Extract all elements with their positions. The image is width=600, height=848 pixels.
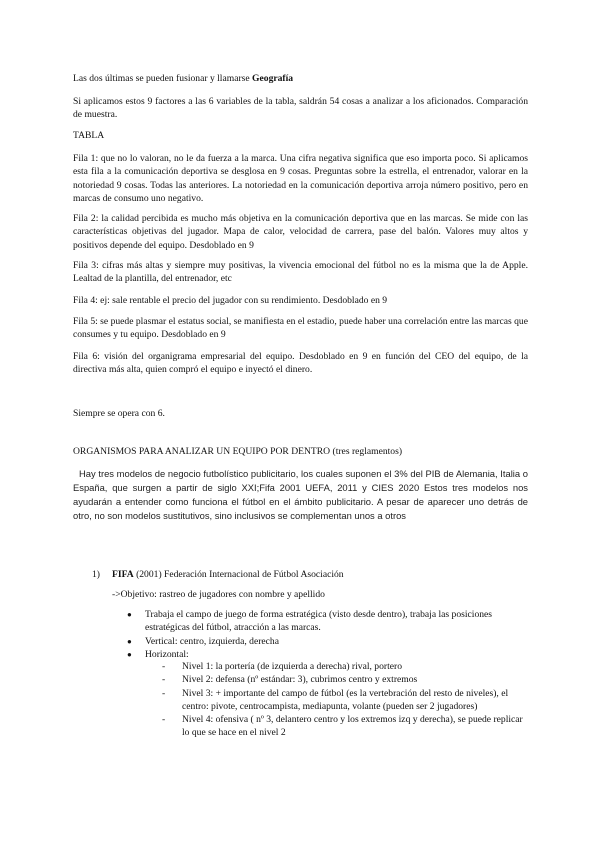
nivel-item (162, 660, 527, 673)
bullet-text: Vertical: centro, izquierda, derecha (145, 635, 279, 647)
dash-marker: - (162, 674, 166, 686)
bullet-icon: ● (127, 636, 132, 646)
fifa-bold: FIFA (112, 569, 134, 580)
siempre-note: Siempre se opera con 6. (73, 408, 165, 419)
bullet-icon: ● (127, 649, 132, 659)
fifa-title (112, 568, 532, 581)
nivel-item (162, 713, 527, 740)
fifa-objetivo: ->Objetivo: rastreo de jugadores con nombre y apellido (112, 589, 325, 600)
fila-1: Fila 1: que no lo valoran, no le da fuerza a la marca. Una cifra negativa significa que eso importa poco. Si aplicamos esta fila a la comunicación deportiva se desglosa en 9 cosas. Preguntas sobre la estrella, el entrenador, valorar en la notoriedad 9 cosas. Todas las anteriores. La notoriedad en la comunicación deportiva arroja número positivo, pero en marcas de consumo uno negativo. (73, 153, 528, 204)
dash-marker: - (162, 661, 166, 672)
fila-3: Fila 3: cifras más altas y siempre muy positivas, la vivencia emocional del fútbol no es la misma que la de Apple. Lealtad de la plantilla, del entrenador, etc (73, 260, 528, 285)
organismos-title: ORGANISMOS PARA ANALIZAR UN EQUIPO POR DENTRO (tres reglamentos) (73, 446, 403, 457)
bullet-item (127, 635, 527, 648)
nivel-item (162, 687, 527, 714)
intro-line-geografia (73, 72, 528, 85)
fila-4: Fila 4: ej: sale rentable el precio del jugador con su rendimiento. Desdoblado en 9 (73, 295, 388, 306)
intro-paragraph: Si aplicamos estos 9 factores a las 6 variables de la tabla, saldrán 54 cosas a analizar a los aficionados. Comparación de muestra. (73, 96, 528, 121)
bullet-text: Horizontal: (145, 648, 189, 660)
tabla-heading: TABLA (73, 130, 105, 141)
organismos-body: Hay tres modelos de negocio futbolístico publicitario, los cuales suponen el 3% del PIB de Alemania, Italia o España, que surgen a partir de siglo XXI;Fifa 2001 UEFA, 2011 y CIES 2020 Estos tres modelos nos ayudarán a entender como funciona el fútbol en el ámbito publicitario. A pesar de aparecer uno detrás de otro, no son modelos sustitutivos, sino inclusivos se complementan unos a otros (73, 468, 528, 521)
nivel-text: Nivel 4: ofensiva ( nº 3, delantero centro y los extremos izq y derecha), se puede replicar lo que se hace en el nivel 2 (182, 714, 523, 739)
nivel-item (162, 673, 527, 686)
geografia-bold: Geografía (252, 73, 294, 84)
nivel-text: Nivel 2: defensa (nº estándar: 3), cubrimos centro y extremos (182, 674, 418, 686)
bullet-text: Trabaja el campo de juego de forma estratégica (visto desde dentro), trabaja las posiciones estratégicas del fútbol, atracción a las marcas. (145, 609, 493, 634)
bullet-icon: ● (127, 610, 132, 619)
niveles-list (162, 660, 527, 740)
dash-marker: - (162, 687, 166, 699)
fila-6: Fila 6: visión del organigrama empresarial del equipo. Desdoblado en 9 en función del CEO del equipo, de la directiva más alta, quien compró el equipo e inyectó el dinero. (73, 351, 528, 376)
list-number: 1) (92, 569, 100, 580)
nivel-text: Nivel 1: la portería (de izquierda a derecha) rival, portero (182, 661, 403, 672)
bullet-item (127, 608, 527, 635)
fifa-title-rest: (2001) Federación Internacional de Fútbol Asociación (133, 569, 344, 580)
nivel-text: Nivel 3: + importante del campo de fútbol (es la vertebración del resto de niveles), el centro: pivote, centrocampista, mediapunta, volante (pueden ser 2 jugadores) (182, 687, 509, 712)
dash-marker: - (162, 714, 166, 726)
intro-text: Las dos últimas se pueden fusionar y llamarse (73, 73, 253, 84)
fila-2: Fila 2: la calidad percibida es mucho más objetiva en la comunicación deportiva que en las marcas. Se mide con las características objetivas del jugador. Mapa de calor, velocidad de carrera, pase del balón. Valores muy altos y positivos depende del equipo. Desdoblado en 9 (73, 213, 528, 251)
fila-5: Fila 5: se puede plasmar el estatus social, se manifiesta en el estadio, puede haber una correlación entre las marcas que consumes y tu equipo. Desdoblado en 9 (73, 316, 528, 341)
fifa-bullets (127, 608, 527, 661)
